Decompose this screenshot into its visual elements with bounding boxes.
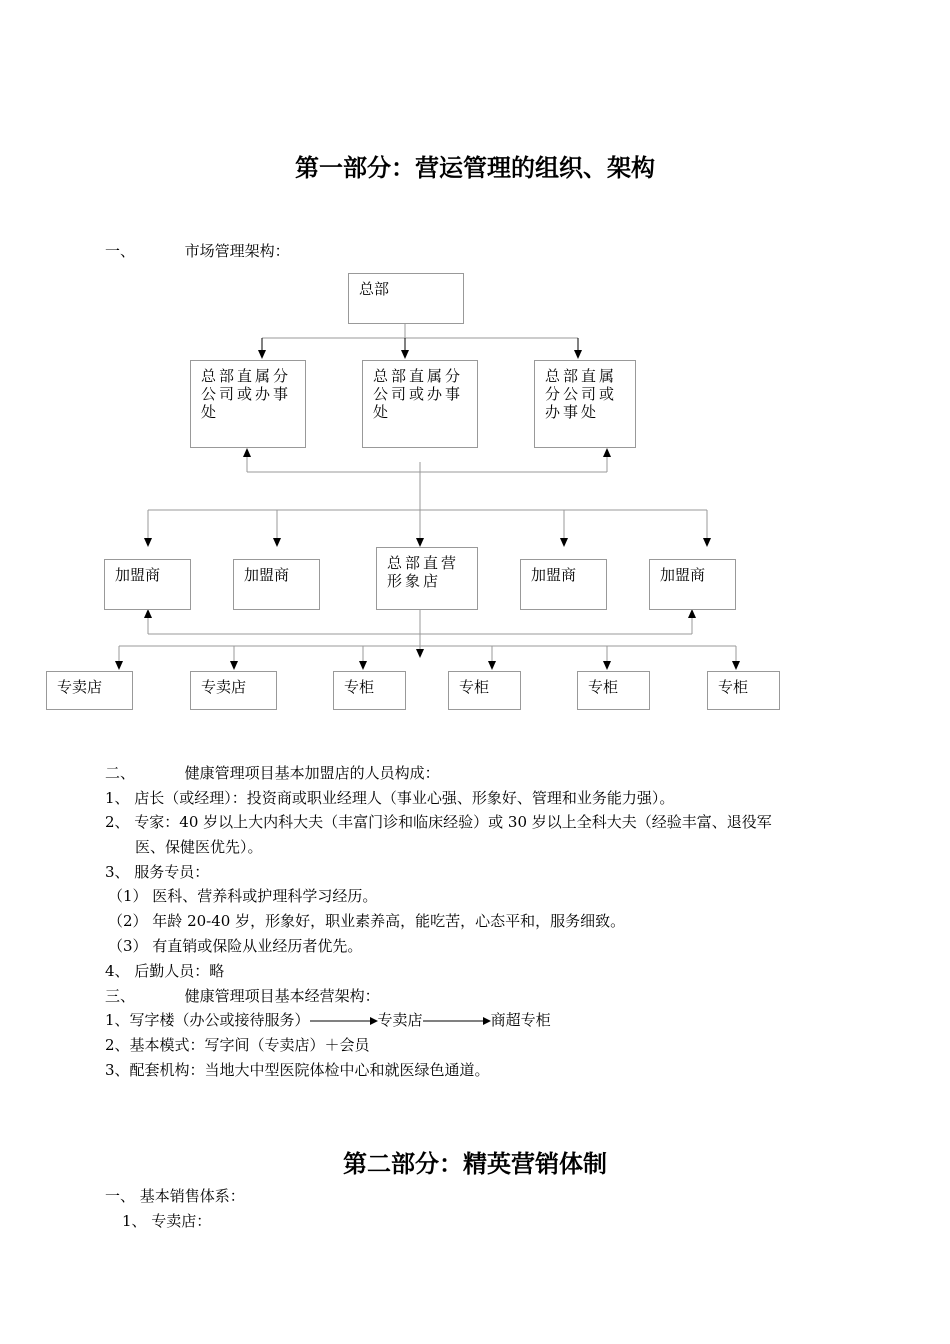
org-node-flagship-store: 总部直营形象店: [376, 547, 478, 610]
section1-number: 一、: [105, 242, 136, 260]
org-node-counter: 专柜: [707, 671, 780, 710]
org-node-store: 专卖店: [46, 671, 133, 710]
section2-number: 二、: [105, 764, 136, 782]
section3-heading: [105, 986, 380, 1006]
org-node-hq: 总部: [348, 273, 464, 324]
org-node-franchisee: 加盟商: [649, 559, 736, 610]
org-node-branch: 总部直属分公司或办事处: [190, 360, 306, 448]
business-flow: [105, 1010, 551, 1030]
org-node-branch: 总部直属分公司或办事处: [362, 360, 478, 448]
section1-label: 市场管理架构：: [184, 242, 290, 260]
flow-arrow-icon: [310, 1015, 378, 1027]
section2-label: 健康管理项目基本加盟店的人员构成：: [184, 764, 440, 782]
list-item: 4、 后勤人员：略: [105, 962, 225, 980]
flow-start: 1、写字楼（办公或接待服务）: [105, 1011, 310, 1029]
part2-subitem: 1、 专卖店：: [122, 1212, 212, 1230]
list-item: 3、 服务专员：: [105, 863, 210, 881]
org-node-counter: 专柜: [448, 671, 521, 710]
flow-end: 商超专柜: [490, 1011, 551, 1029]
basic-model: 2、基本模式：写字间（专卖店）＋会员: [105, 1036, 370, 1054]
org-node-franchisee: 加盟商: [104, 559, 191, 610]
section3-label: 健康管理项目基本经营架构：: [184, 987, 380, 1005]
sub-list-item: （3） 有直销或保险从业经历者优先。: [108, 937, 363, 955]
section3-number: 三、: [105, 987, 136, 1005]
org-node-franchisee: 加盟商: [233, 559, 320, 610]
sub-list-item: （2） 年龄 20-40 岁，形象好，职业素养高，能吃苦，心态平和，服务细致。: [108, 912, 626, 930]
list-item: 1、 店长（或经理）：投资商或职业经理人（事业心强、形象好、管理和业务能力强）。: [105, 789, 675, 807]
sub-list-item: （1） 医科、营养科或护理科学习经历。: [108, 887, 378, 905]
org-node-franchisee: 加盟商: [520, 559, 607, 610]
org-node-branch: 总部直属分公司或办事处: [534, 360, 636, 448]
org-node-counter: 专柜: [577, 671, 650, 710]
flow-arrow-icon: [423, 1015, 491, 1027]
list-item: 2、 专家：40 岁以上大内科大夫（丰富门诊和临床经验）或 30 岁以上全科大夫（经验丰富、退役军: [105, 813, 772, 831]
part1-title: 第一部分：营运管理的组织、架构: [295, 154, 655, 182]
org-node-store: 专卖店: [190, 671, 277, 710]
support-institutions: 3、配套机构：当地大中型医院体检中心和就医绿色通道。: [105, 1061, 490, 1079]
org-node-counter: 专柜: [333, 671, 406, 710]
part2-section1-heading: 一、 基本销售体系：: [105, 1187, 245, 1205]
section2-heading: [105, 763, 440, 783]
list-item-continuation: 医、保健医优先）。: [135, 838, 263, 856]
part2-title: 第二部分：精英营销体制: [343, 1150, 607, 1178]
flow-mid: 专卖店: [377, 1011, 423, 1029]
